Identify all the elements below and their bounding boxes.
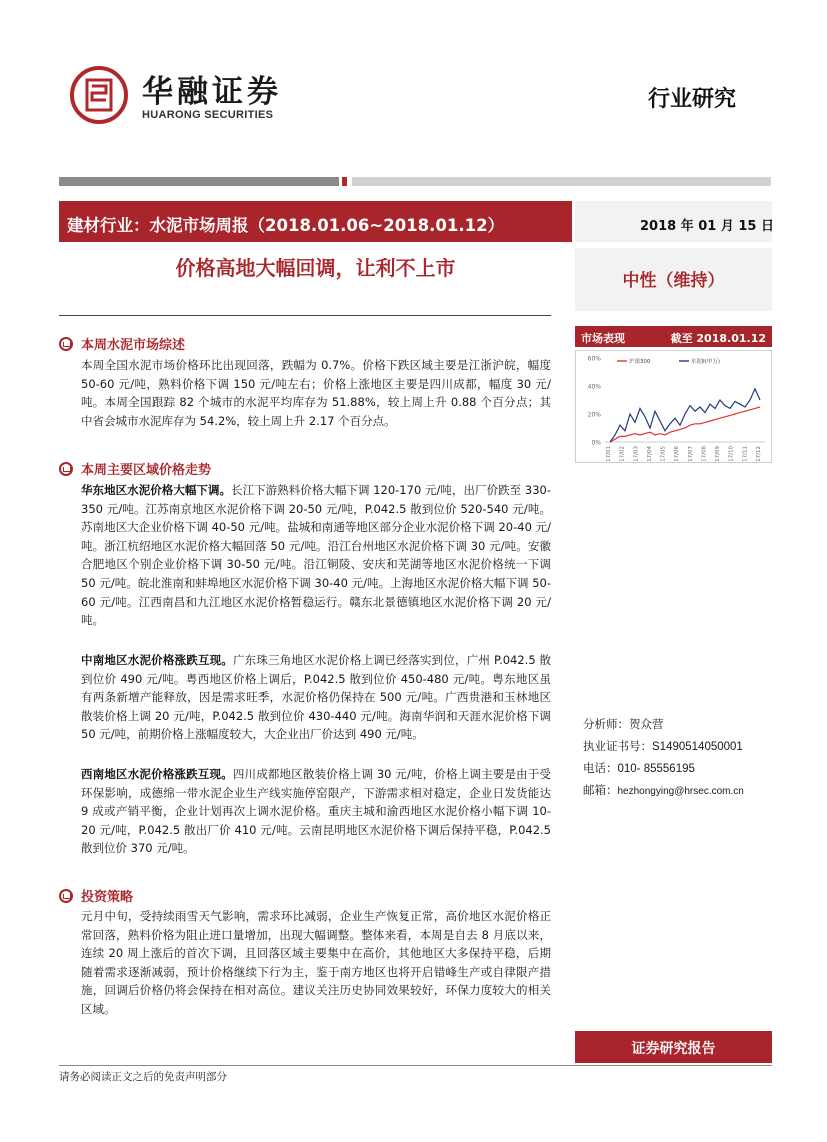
section-bullet-icon: [59, 462, 73, 476]
footer-disclaimer: 请务必阅读正文之后的免责声明部分: [59, 1071, 227, 1083]
x-tick-label: 17/07: [687, 446, 694, 462]
x-tick-label: 17/06: [674, 446, 681, 462]
report-date-box: [575, 201, 772, 242]
market-performance-header: [575, 326, 772, 347]
analyst-email[interactable]: hezhongying@hrsec.com.cn: [617, 786, 744, 797]
y-tick-label: 0%: [591, 439, 601, 447]
x-tick-label: 17/03: [633, 446, 640, 462]
market-as-of-date: 截至 2018.01.12: [670, 332, 766, 345]
analyst-phone: 010- 85556195: [617, 763, 695, 775]
header-decor-bar-accent: [342, 177, 347, 186]
report-title-bar: [59, 201, 572, 242]
section-title: 本周主要区域价格走势: [81, 463, 212, 478]
section-heading-regional: [59, 459, 211, 478]
market-performance-label: 市场表现: [581, 332, 625, 345]
section-bullet-icon: [59, 889, 73, 903]
legend-label-1: 水泥Ⅱ(申万): [691, 359, 720, 365]
analyst-cert-row: [583, 738, 743, 754]
paragraph-strategy: [81, 907, 551, 1019]
analyst-cert: S1490514050001: [652, 741, 743, 753]
y-tick-label: 40%: [587, 383, 601, 391]
analyst-phone-label: 电话：: [583, 761, 618, 775]
rating-label: 中性（维持）: [622, 271, 725, 291]
section-bullet-icon: [59, 337, 73, 351]
section-heading-strategy: [59, 886, 133, 905]
x-tick-label: 17/05: [660, 446, 667, 462]
chart-frame: [576, 351, 772, 463]
x-tick-label: 17/04: [646, 446, 653, 462]
x-tick-label: 17/08: [701, 446, 708, 462]
paragraph-text: 长江下游熟料价格大幅下调 120-170 元/吨，出厂价跌至 330-350 元/吨。江苏南京地区水泥价格下调 20-50 元/吨，P.042.5 散到位价 520-540 元/吨。苏南地区大企业价格下调 40-50 元/吨。盐城和南通等地区部分企业水泥价格下调 20-40 元/吨。浙江杭绍地区水泥价格大幅回落 50 元/吨。沿江台州地区水泥价格下调 30 元/吨。安徽合肥地区个别企业价格下调 30-50 元/吨。沿江铜陵、安庆和芜湖等地区水泥价格统一下调 50 元/吨。皖北淮南和蚌埠地区水泥价格下调 30-40 元/吨。上海地区水泥价格大幅下调 50-60 元/吨。江西南昌和九江地区水泥价格暂稳运行。赣东北景德镇地区水泥价格下调 20 元/吨。: [81, 483, 551, 628]
x-tick-label: 17/02: [619, 446, 626, 462]
paragraph-lead: 中南地区水泥价格涨跌互现。: [81, 653, 233, 667]
x-tick-label: 17/09: [715, 446, 722, 462]
header-decor-bar-left: [59, 177, 339, 186]
y-tick-label: 20%: [587, 411, 601, 419]
brand-name-en: HUARONG SECURITIES: [142, 109, 274, 121]
x-tick-label: 17/10: [728, 446, 735, 462]
footer-divider: [59, 1065, 772, 1066]
report-date: 2018 年 01 月 15 日: [640, 219, 774, 234]
paragraph-lead: 华东地区水泥价格大幅下调。: [81, 483, 232, 497]
brand-name-cn: 华融证券: [142, 74, 282, 110]
report-title: 建材行业：水泥市场周报（2018.01.06~2018.01.12）: [67, 216, 505, 235]
rating-box: [575, 248, 772, 311]
analyst-name: 贺众营: [629, 717, 664, 731]
header-decor-bar-right: [352, 177, 771, 186]
y-tick-label: 60%: [587, 355, 601, 363]
analyst-phone-row: [583, 760, 695, 776]
x-tick-label: 17/12: [756, 446, 762, 462]
paragraph-southwest: [81, 765, 551, 858]
headline: 价格高地大幅回调，让利不上市: [175, 256, 456, 280]
paragraph-text: 本周全国水泥市场价格环比出现回落，跌幅为 0.7%。价格下跌区域主要是江浙沪皖，幅度 50-60 元/吨，熟料价格下调 150 元/吨左右；价格上涨地区主要是四川成都，幅度 30 元/吨。本周全国跟踪 82 个城市的水泥平均库存为 51.88%，较上周上升 0.88 个百分点；其中省会城市水泥库存为 54.2%，较上周上升 2.17 个百分点。: [81, 358, 551, 428]
document-type: 行业研究: [648, 86, 737, 112]
x-tick-label: 17/01: [606, 446, 612, 462]
paragraph-overview: [81, 356, 551, 430]
paragraph-text: 元月中旬，受持续雨雪天气影响，需求环比减弱，企业生产恢复正常，高价地区水泥价格正常回落，熟料价格为阻止进口量增加，出现大幅调整。整体来看，本周是自去 8 月底以来，连续 20 周上涨后的首次下调，且回落区域主要集中在高价，其他地区大多保持平稳，后期随着需求逐渐减弱，预计价格继续下行为主，鉴于南方地区也将开启错峰生产或自律限产措施，回调后价格仍将会保持在相对高位。建议关注历史协同效果较好，环保力度较大的相关区域。: [81, 909, 551, 1016]
report-type-tag: 证券研究报告: [575, 1031, 772, 1063]
analyst-name-row: [583, 716, 664, 732]
legend-label-0: 沪深300: [629, 359, 651, 365]
paragraph-east-china: [81, 481, 551, 630]
analyst-email-row: [583, 782, 744, 798]
section-title: 投资策略: [81, 890, 134, 905]
analyst-cert-label: 执业证书号：: [583, 739, 652, 753]
content-divider: [59, 315, 551, 316]
paragraph-central-south: [81, 651, 551, 744]
section-heading-overview: [59, 334, 185, 353]
section-title: 本周水泥市场综述: [81, 338, 186, 353]
paragraph-lead: 西南地区水泥价格涨跌互现。: [81, 767, 233, 781]
analyst-name-label: 分析师：: [583, 717, 629, 731]
paragraph-text: 广东珠三角地区水泥价格上调已经落实到位，广州 P.042.5 散到位价 490 元/吨。粤西地区价格上调后，P.042.5 散到位价 450-480 元/吨。粤东地区虽有两条新增产能释放，因是需求旺季，水泥价格仍保持在 500 元/吨。广西贵港和玉林地区散装价格上调 20 元/吨，P.042.5 散到位价 430-440 元/吨。海南华润和天涯水泥价格下调 50 元/吨，前期价格上涨幅度较大，大企业出厂价达到 490 元/吨。: [81, 653, 552, 742]
x-tick-label: 17/11: [742, 446, 749, 462]
analyst-email-label: 邮箱：: [583, 783, 618, 797]
market-performance-chart: [575, 350, 772, 463]
huarong-logo-icon: [70, 66, 128, 124]
paragraph-text: 四川成都地区散装价格上调 30 元/吨，价格上调主要是由于受环保影响，成德绵一带水泥企业生产线实施停窑限产，下游需求相对稳定，企业日发货能达 9 成或产销平衡，企业计划再次上调水泥价格。重庆主城和渝西地区水泥价格小幅下调 10-20 元/吨，P.042.5 散出厂价 410 元/吨。云南昆明地区水泥价格下调后保持平稳，P.042.5 散到位价 370 元/吨。: [81, 767, 552, 856]
